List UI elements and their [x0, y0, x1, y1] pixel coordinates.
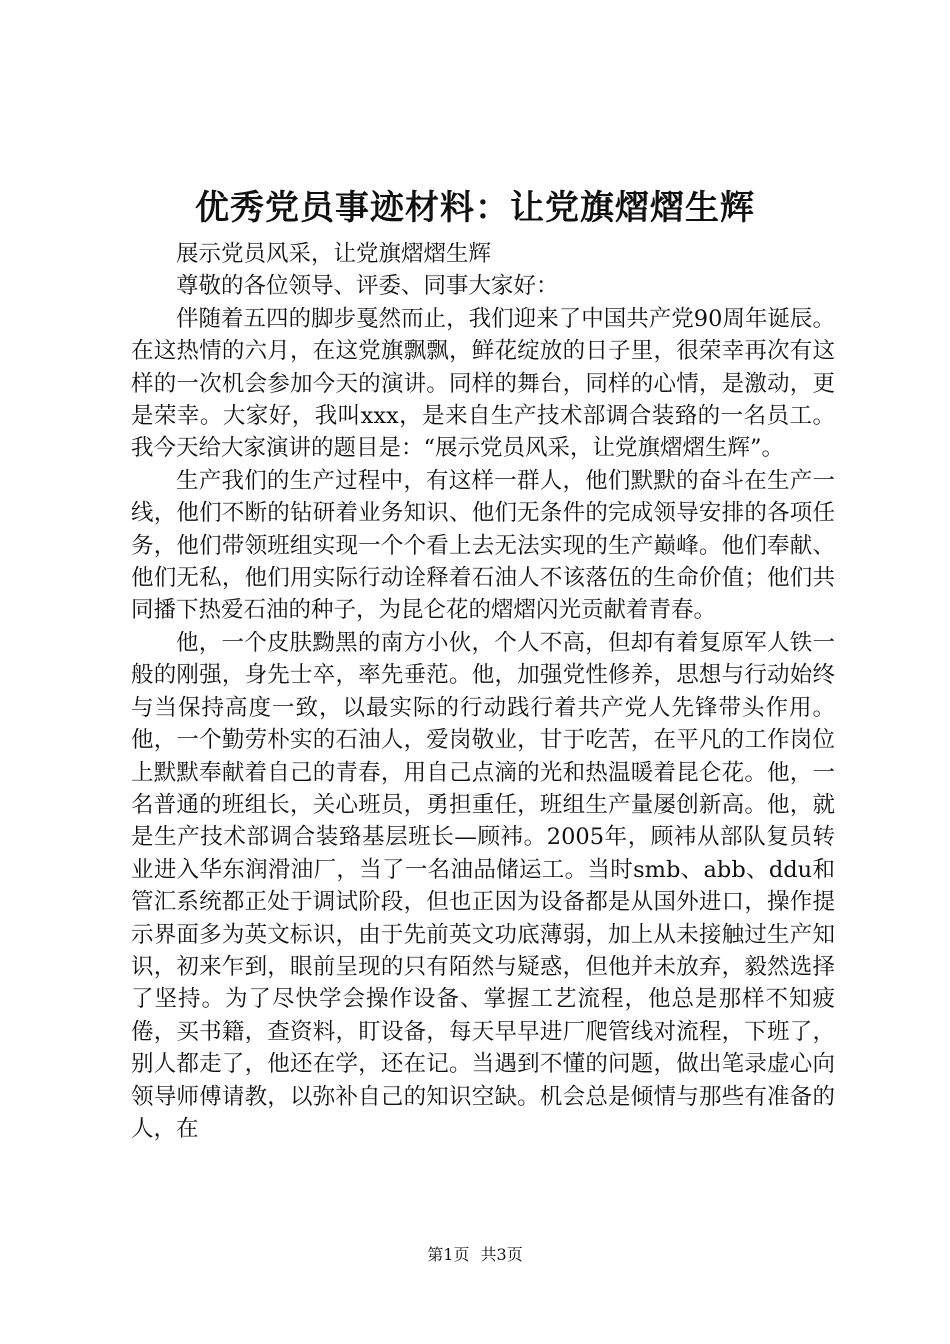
paragraph-subtitle: 展示党员风采，让党旗熠熠生辉	[176, 241, 492, 267]
page-total: 共3页	[480, 1245, 523, 1264]
page-footer	[0, 1244, 950, 1266]
document-body	[131, 238, 835, 1145]
document-title: 优秀党员事迹材料：让党旗熠熠生辉	[195, 188, 755, 228]
paragraph-profile: 他，一个皮肤黝黑的南方小伙，个人不高，但却有着复原军人铁一般的刚强，身先士卒，率先垂范。他，加强党性修养，思想与行动始终与当保持高度一致，以最实际的行动践行着共产党人先锋带头作用。他，一个勤劳朴实的石油人，爱岗敬业，甘于吃苦，在平凡的工作岗位上默默奉献着自己的青春，用自己点滴的光和热温暖着昆仑花。他，一名普通的班组长，关心班员，勇担重任，班组生产量屡创新高。他，就是生产技术部调合装臵基层班长—顾袆。2005年，顾袆从部队复员转业进入华东润滑油厂，当了一名油品储运工。当时smb、abb、ddu和管汇系统都正处于调试阶段，但也正因为设备都是从国外进口，操作提示界面多为英文标识，由于先前英文功底薄弱，加上从未接触过生产知识，初来乍到，眼前呈现的只有陌然与疑惑，但他并未放弃，毅然选择了坚持。为了尽快学会操作设备、掌握工艺流程，他总是那样不知疲倦，买书籍，查资料，盯设备，每天早早进厂爬管线对流程，下班了，别人都走了，他还在学，还在记。当遇到不懂的问题，做出笔录虚心向领导师傅请教，以弥补自己的知识空缺。机会总是倾情与那些有准备的人，在	[131, 629, 835, 1142]
paragraph-greeting: 尊敬的各位领导、评委、同事大家好：	[176, 273, 559, 300]
paragraph-group-description: 生产我们的生产过程中，有这样一群人，他们默默的奋斗在生产一线，他们不断的钻研着业务知识、他们无条件的完成领导安排的各项任务，他们带领班组实现一个个看上去无法实现的生产巅峰。他们奉献、他们无私，他们用实际行动诠释着石油人不该落伍的生命价值；他们共同播下热爱石油的种子，为昆仑花的熠熠闪光贡献着青春。	[131, 467, 835, 624]
paragraph-intro: 伴随着五四的脚步戛然而止，我们迎来了中国共产党90周年诞辰。在这热情的六月，在这党旗飘飘，鲜花绽放的日子里，很荣幸再次有这样的一次机会参加今天的演讲。同样的舞台，同样的心情，是激动，更是荣幸。大家好，我叫xxx，是来自生产技术部调合装臵的一名员工。我今天给大家演讲的题目是：“展示党员风采，让党旗熠熠生辉”。	[131, 305, 835, 462]
page-number: 第1页	[427, 1245, 470, 1264]
